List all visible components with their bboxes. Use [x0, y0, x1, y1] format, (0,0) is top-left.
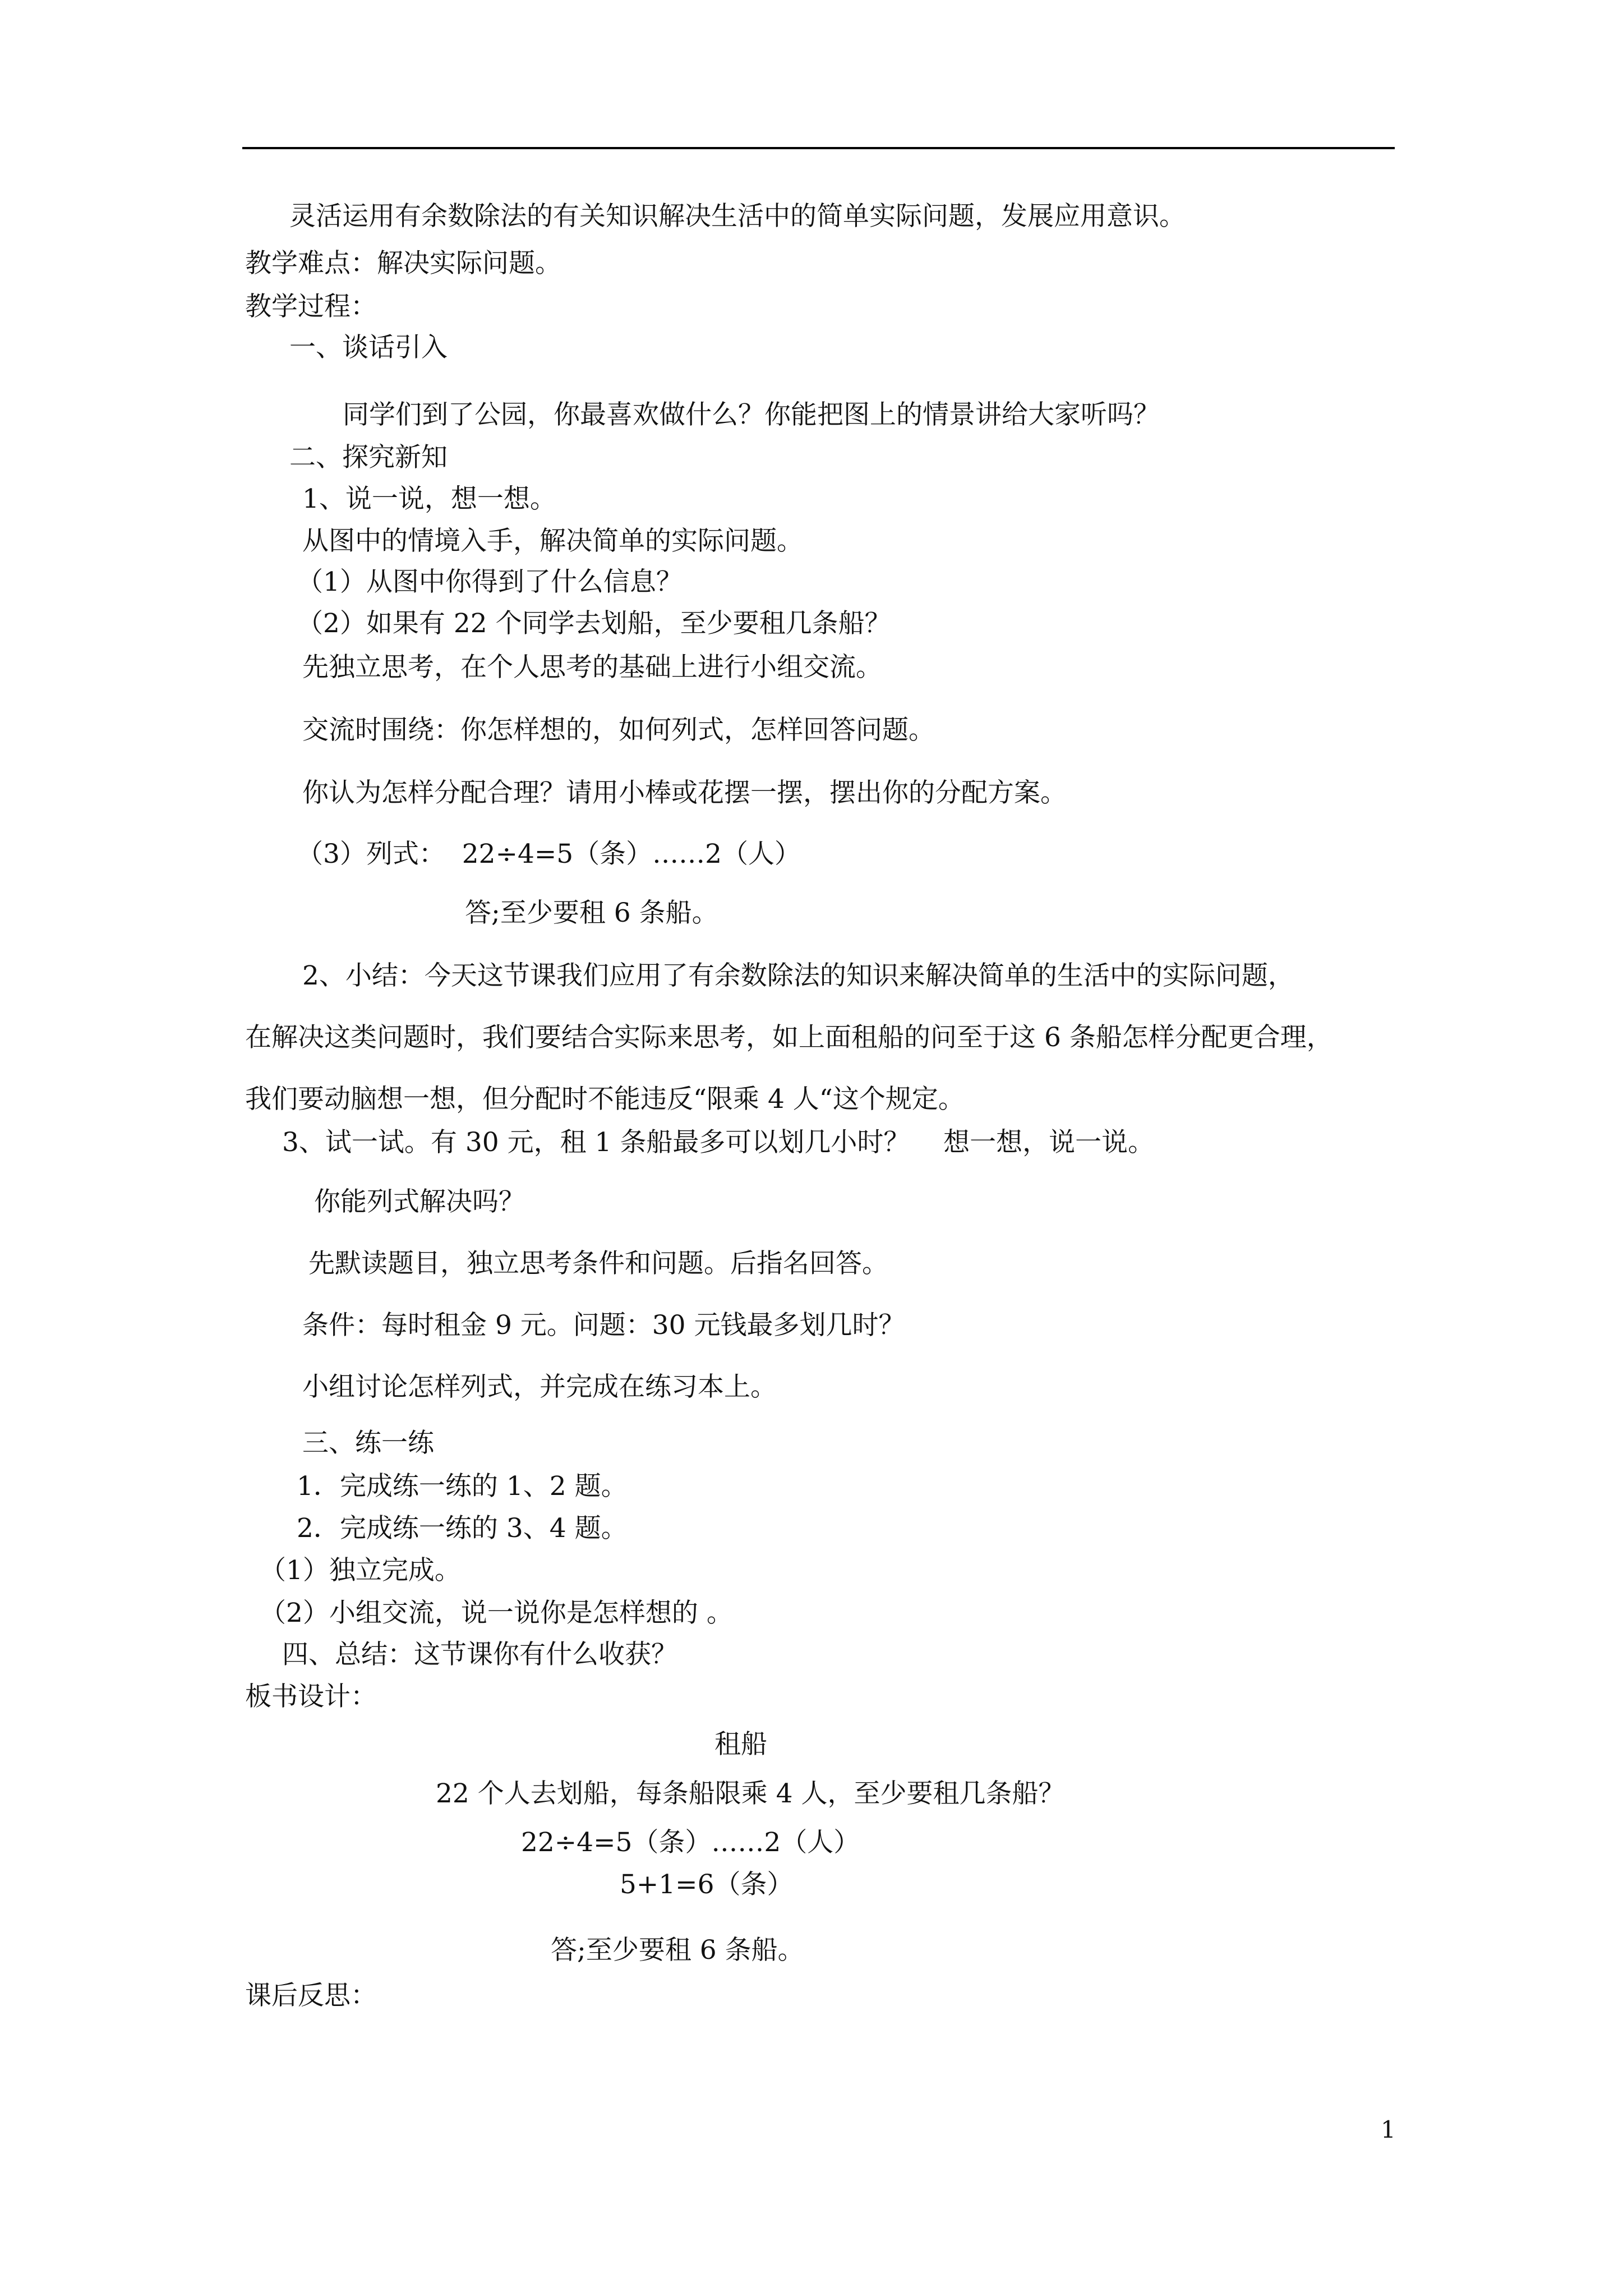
- step-1-heading: 1、说一说，想一想。: [302, 484, 556, 514]
- step-1-think: 先独立思考，在个人思考的基础上进行小组交流。: [302, 652, 882, 683]
- practice-1: 1．完成练一练的 1、2 题。: [297, 1471, 628, 1502]
- board-sum: 5+1=6（条）: [620, 1869, 794, 1900]
- board-title: 租船: [714, 1729, 767, 1760]
- step-1-arrange: 你认为怎样分配合理？请用小棒或花摆一摆，摆出你的分配方案。: [302, 777, 1067, 808]
- process-heading: 教学过程：: [245, 291, 377, 322]
- reflection-heading: 课后反思：: [245, 1980, 377, 2011]
- practice-sub-2: （2）小组交流，说一说你是怎样想的 。: [260, 1598, 733, 1628]
- summary-line-1: 2、小结：今天这节课我们应用了有余数除法的知识来解决简单的生活中的实际问题，: [302, 960, 1294, 991]
- summary-line-2: 在解决这类问题时，我们要结合实际来思考，如上面租船的问至于这 6 条船怎样分配更合理，: [245, 1022, 1333, 1053]
- header-rule: [242, 147, 1395, 149]
- section-1-heading: 一、谈话引入: [289, 332, 448, 363]
- board-design-heading: 板书设计：: [245, 1681, 377, 1712]
- objective-text: 灵活运用有余数除法的有关知识解决生活中的简单实际问题，发展应用意识。: [289, 201, 1186, 232]
- page-number: 1: [1381, 2116, 1396, 2143]
- board-formula: 22÷4=5（条）……2（人）: [521, 1827, 860, 1858]
- board-problem: 22 个人去划船，每条船限乘 4 人，至少要租几条船？: [436, 1778, 1065, 1809]
- board-answer: 答;至少要租 6 条船。: [551, 1935, 804, 1966]
- practice-2: 2．完成练一练的 3、4 题。: [297, 1513, 628, 1544]
- step-3-read: 先默读题目，独立思考条件和问题。后指名回答。: [308, 1248, 888, 1279]
- step-3-heading: 3、试一试。有 30 元，租 1 条船最多可以划几小时？ 想一想，说一说。: [282, 1127, 1155, 1158]
- step-3-prompt: 你能列式解决吗？: [314, 1186, 525, 1217]
- section-2-heading: 二、探究新知: [289, 442, 448, 473]
- step-1-discuss: 交流时围绕：你怎样想的，如何列式，怎样回答问题。: [302, 715, 935, 746]
- step-3-group: 小组讨论怎样列式，并完成在练习本上。: [302, 1372, 777, 1402]
- question-1: （1）从图中你得到了什么信息？: [297, 567, 683, 597]
- answer-line: 答;至少要租 6 条船。: [465, 898, 718, 928]
- difficulty-heading: 教学难点：解决实际问题。: [245, 248, 561, 279]
- question-2: （2）如果有 22 个同学去划船，至少要租几条船？: [297, 608, 891, 639]
- section-3-heading: 三、练一练: [302, 1428, 434, 1458]
- step-3-conditions: 条件：每时租金 9 元。问题：30 元钱最多划几时？: [302, 1310, 905, 1341]
- summary-line-3: 我们要动脑想一想，但分配时不能违反“限乘 4 人“这个规定。: [245, 1084, 965, 1115]
- step-1-text: 从图中的情境入手，解决简单的实际问题。: [302, 526, 803, 556]
- practice-sub-1: （1）独立完成。: [260, 1555, 461, 1586]
- section-4-heading: 四、总结：这节课你有什么收获？: [282, 1639, 677, 1670]
- intro-question: 同学们到了公园，你最喜欢做什么？你能把图上的情景讲给大家听吗？: [343, 399, 1160, 430]
- formula-line: （3）列式： 22÷4=5（条）……2（人）: [297, 839, 801, 869]
